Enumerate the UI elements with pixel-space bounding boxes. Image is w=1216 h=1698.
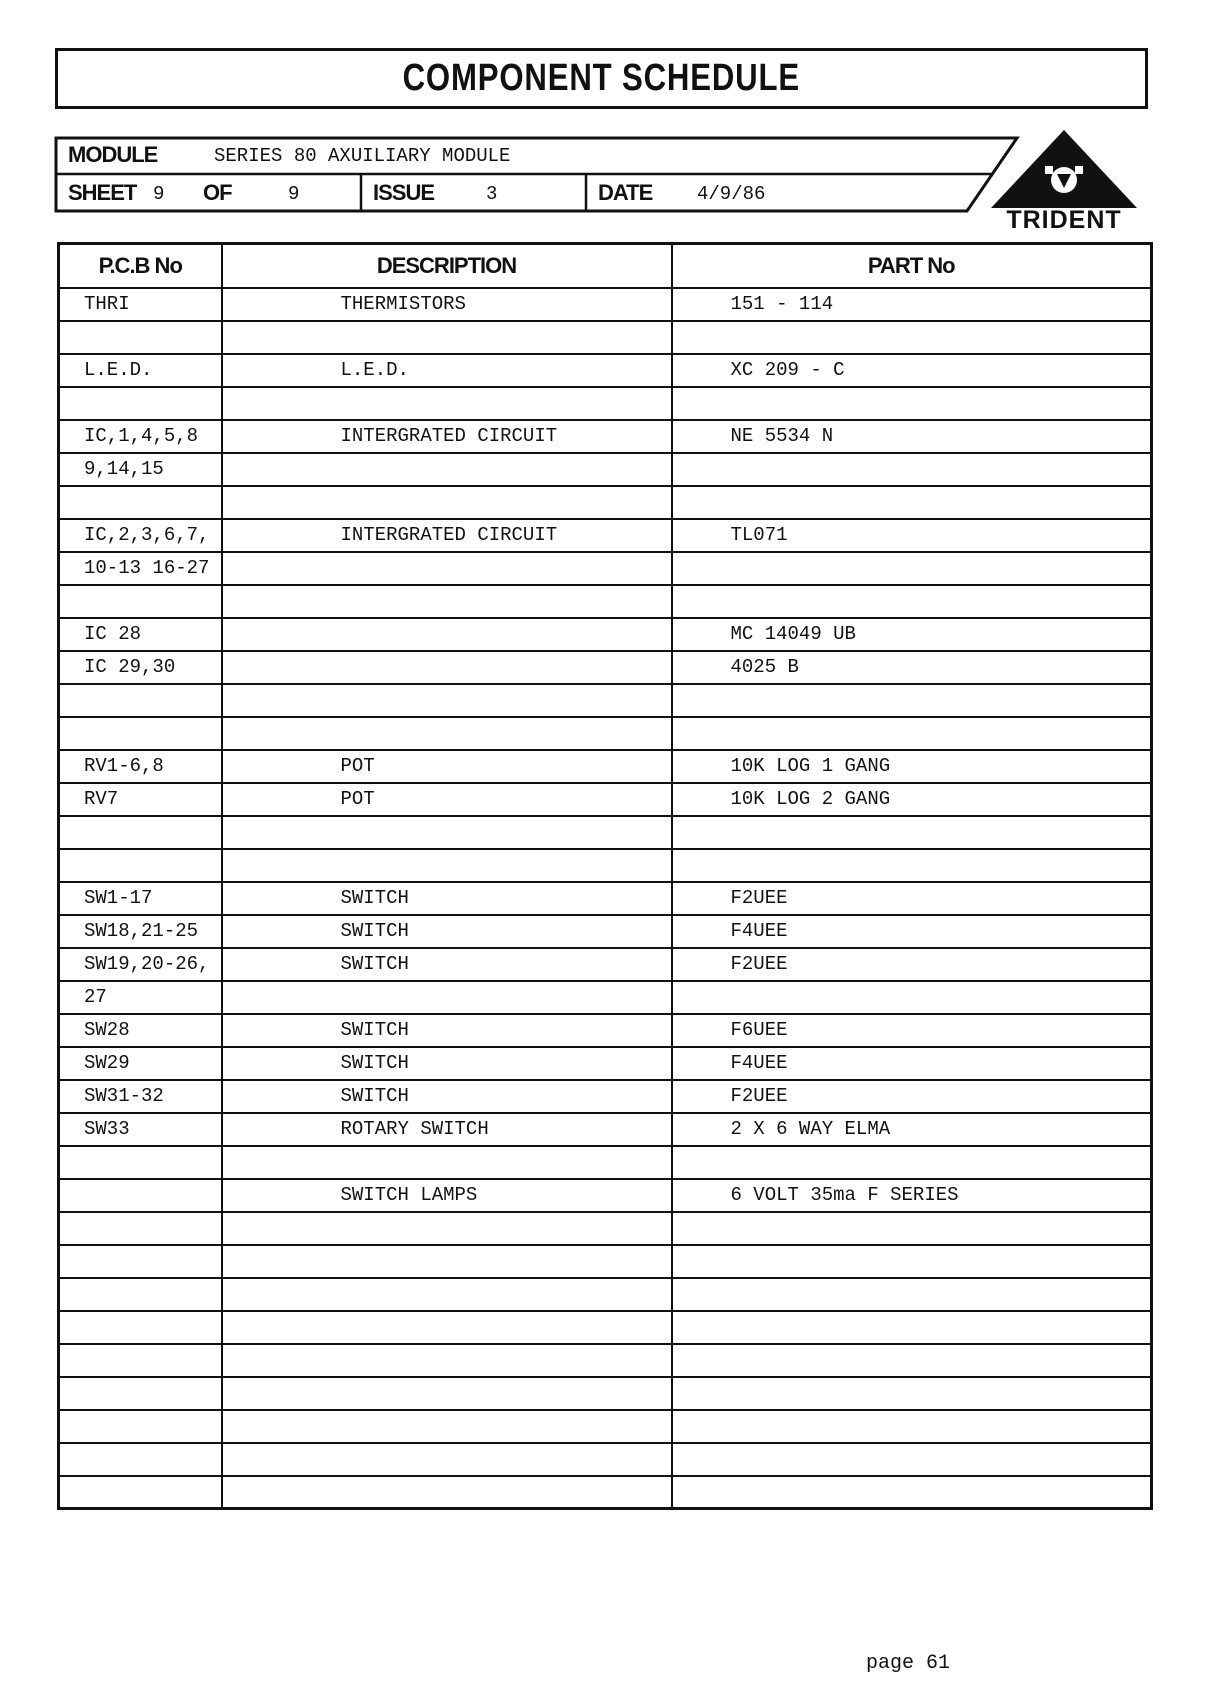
cell-description	[222, 552, 672, 585]
cell-part	[672, 552, 1152, 585]
page-title: COMPONENT SCHEDULE	[402, 57, 801, 99]
table-row	[59, 684, 1152, 717]
cell-pcb	[59, 849, 222, 882]
cell-pcb: IC 29,30	[59, 651, 222, 684]
cell-pcb	[59, 486, 222, 519]
cell-pcb: RV7	[59, 783, 222, 816]
cell-part	[672, 849, 1152, 882]
table-row	[59, 915, 1152, 948]
cell-pcb	[59, 684, 222, 717]
table-row	[59, 288, 1152, 321]
cell-pcb	[59, 1476, 222, 1509]
cell-description: THERMISTORS	[222, 288, 672, 321]
cell-part	[672, 1443, 1152, 1476]
cell-description: SWITCH	[222, 882, 672, 915]
cell-description	[222, 1212, 672, 1245]
cell-part: F2UEE	[672, 882, 1152, 915]
cell-part	[672, 1146, 1152, 1179]
table-row	[59, 453, 1152, 486]
table-row	[59, 651, 1152, 684]
cell-description	[222, 585, 672, 618]
cell-description	[222, 816, 672, 849]
cell-part	[672, 1476, 1152, 1509]
cell-part: TL071	[672, 519, 1152, 552]
table-row	[59, 387, 1152, 420]
table-row	[59, 1344, 1152, 1377]
cell-description: SWITCH	[222, 948, 672, 981]
table-row	[59, 1080, 1152, 1113]
cell-pcb: SW33	[59, 1113, 222, 1146]
cell-description: SWITCH	[222, 915, 672, 948]
cell-part	[672, 387, 1152, 420]
cell-pcb: THRI	[59, 288, 222, 321]
table-row	[59, 1443, 1152, 1476]
column-header-pcb: P.C.B No	[59, 244, 222, 288]
cell-description	[222, 981, 672, 1014]
cell-description	[222, 1344, 672, 1377]
cell-description	[222, 1146, 672, 1179]
cell-description: POT	[222, 783, 672, 816]
cell-part: 4025 B	[672, 651, 1152, 684]
cell-part: 10K LOG 1 GANG	[672, 750, 1152, 783]
cell-pcb: IC,1,4,5,8	[59, 420, 222, 453]
cell-description: POT	[222, 750, 672, 783]
cell-description	[222, 1278, 672, 1311]
table-row	[59, 948, 1152, 981]
cell-part: 10K LOG 2 GANG	[672, 783, 1152, 816]
cell-part: F4UEE	[672, 915, 1152, 948]
cell-description	[222, 1311, 672, 1344]
table-row	[59, 585, 1152, 618]
cell-part: MC 14049 UB	[672, 618, 1152, 651]
cell-part	[672, 486, 1152, 519]
date-label: DATE	[598, 180, 653, 205]
table-row	[59, 486, 1152, 519]
cell-pcb	[59, 1410, 222, 1443]
cell-description	[222, 849, 672, 882]
cell-pcb	[59, 321, 222, 354]
cell-part	[672, 321, 1152, 354]
cell-description	[222, 651, 672, 684]
issue-value: 3	[486, 183, 498, 205]
cell-description: SWITCH	[222, 1047, 672, 1080]
cell-description	[222, 1476, 672, 1509]
cell-part	[672, 1278, 1152, 1311]
cell-description: L.E.D.	[222, 354, 672, 387]
cell-part	[672, 717, 1152, 750]
cell-description	[222, 486, 672, 519]
cell-pcb: SW19,20-26,	[59, 948, 222, 981]
cell-pcb	[59, 387, 222, 420]
cell-part	[672, 1245, 1152, 1278]
cell-description	[222, 1245, 672, 1278]
cell-part	[672, 816, 1152, 849]
component-table	[57, 242, 1153, 1510]
cell-part: XC 209 - C	[672, 354, 1152, 387]
cell-pcb: 9,14,15	[59, 453, 222, 486]
cell-description	[222, 321, 672, 354]
table-row	[59, 1278, 1152, 1311]
cell-pcb	[59, 1278, 222, 1311]
cell-part	[672, 1311, 1152, 1344]
table-row	[59, 1476, 1152, 1509]
cell-pcb	[59, 1146, 222, 1179]
cell-part: F2UEE	[672, 948, 1152, 981]
sheet-value: 9	[153, 183, 165, 205]
cell-description	[222, 453, 672, 486]
cell-pcb: 27	[59, 981, 222, 1014]
table-row	[59, 354, 1152, 387]
cell-pcb: SW31-32	[59, 1080, 222, 1113]
cell-pcb: L.E.D.	[59, 354, 222, 387]
column-header-part: PART No	[672, 244, 1152, 288]
cell-pcb: IC,2,3,6,7,	[59, 519, 222, 552]
cell-description: INTERGRATED CIRCUIT	[222, 519, 672, 552]
table-row	[59, 1311, 1152, 1344]
cell-description: SWITCH	[222, 1080, 672, 1113]
issue-label: ISSUE	[373, 180, 435, 205]
cell-part	[672, 453, 1152, 486]
column-header-description: DESCRIPTION	[222, 244, 672, 288]
cell-part	[672, 1344, 1152, 1377]
cell-pcb	[59, 585, 222, 618]
cell-part: NE 5534 N	[672, 420, 1152, 453]
cell-part	[672, 1212, 1152, 1245]
cell-pcb: SW29	[59, 1047, 222, 1080]
cell-pcb: SW18,21-25	[59, 915, 222, 948]
cell-pcb	[59, 717, 222, 750]
table-row	[59, 552, 1152, 585]
cell-description	[222, 1443, 672, 1476]
table-row	[59, 849, 1152, 882]
cell-pcb	[59, 1245, 222, 1278]
table-row	[59, 750, 1152, 783]
table-row	[59, 717, 1152, 750]
cell-description: INTERGRATED CIRCUIT	[222, 420, 672, 453]
cell-pcb	[59, 1377, 222, 1410]
cell-part: 151 - 114	[672, 288, 1152, 321]
table-row	[59, 816, 1152, 849]
module-value: SERIES 80 AXUILIARY MODULE	[214, 145, 511, 167]
cell-description	[222, 684, 672, 717]
cell-pcb: SW1-17	[59, 882, 222, 915]
cell-pcb: IC 28	[59, 618, 222, 651]
cell-pcb: RV1-6,8	[59, 750, 222, 783]
table-row	[59, 1245, 1152, 1278]
cell-description: SWITCH	[222, 1014, 672, 1047]
cell-part	[672, 684, 1152, 717]
cell-pcb: SW28	[59, 1014, 222, 1047]
cell-part: 6 VOLT 35ma F SERIES	[672, 1179, 1152, 1212]
cell-pcb	[59, 1179, 222, 1212]
cell-description	[222, 717, 672, 750]
date-value: 4/9/86	[697, 183, 766, 205]
cell-part	[672, 1377, 1152, 1410]
cell-part: F4UEE	[672, 1047, 1152, 1080]
table-row	[59, 420, 1152, 453]
cell-description: ROTARY SWITCH	[222, 1113, 672, 1146]
cell-part: F2UEE	[672, 1080, 1152, 1113]
cell-description: SWITCH LAMPS	[222, 1179, 672, 1212]
sheet-label: SHEET	[68, 180, 137, 205]
table-header-row	[59, 244, 1152, 288]
cell-part	[672, 1410, 1152, 1443]
cell-pcb	[59, 1311, 222, 1344]
table-row	[59, 321, 1152, 354]
cell-part	[672, 981, 1152, 1014]
table-row	[59, 1014, 1152, 1047]
cell-pcb: 10-13 16-27	[59, 552, 222, 585]
table-row	[59, 519, 1152, 552]
cell-pcb	[59, 1443, 222, 1476]
cell-part: 2 X 6 WAY ELMA	[672, 1113, 1152, 1146]
table-row	[59, 1410, 1152, 1443]
cell-description	[222, 618, 672, 651]
table-row	[59, 981, 1152, 1014]
cell-description	[222, 1377, 672, 1410]
table-row	[59, 618, 1152, 651]
table-row	[59, 783, 1152, 816]
cell-pcb	[59, 1212, 222, 1245]
table-body	[59, 288, 1152, 1509]
table-row	[59, 882, 1152, 915]
cell-description	[222, 387, 672, 420]
table-row	[59, 1047, 1152, 1080]
cell-part	[672, 585, 1152, 618]
table-row	[59, 1113, 1152, 1146]
logo-text: TRIDENT	[1006, 206, 1122, 234]
of-label: OF	[203, 180, 232, 205]
module-label: MODULE	[68, 142, 158, 167]
table-row	[59, 1146, 1152, 1179]
table-row	[59, 1377, 1152, 1410]
of-value: 9	[288, 183, 300, 205]
cell-pcb	[59, 1344, 222, 1377]
cell-part: F6UEE	[672, 1014, 1152, 1047]
cell-pcb	[59, 816, 222, 849]
table-row	[59, 1179, 1152, 1212]
cell-description	[222, 1410, 672, 1443]
table-row	[59, 1212, 1152, 1245]
page-number: page 61	[866, 1652, 951, 1675]
